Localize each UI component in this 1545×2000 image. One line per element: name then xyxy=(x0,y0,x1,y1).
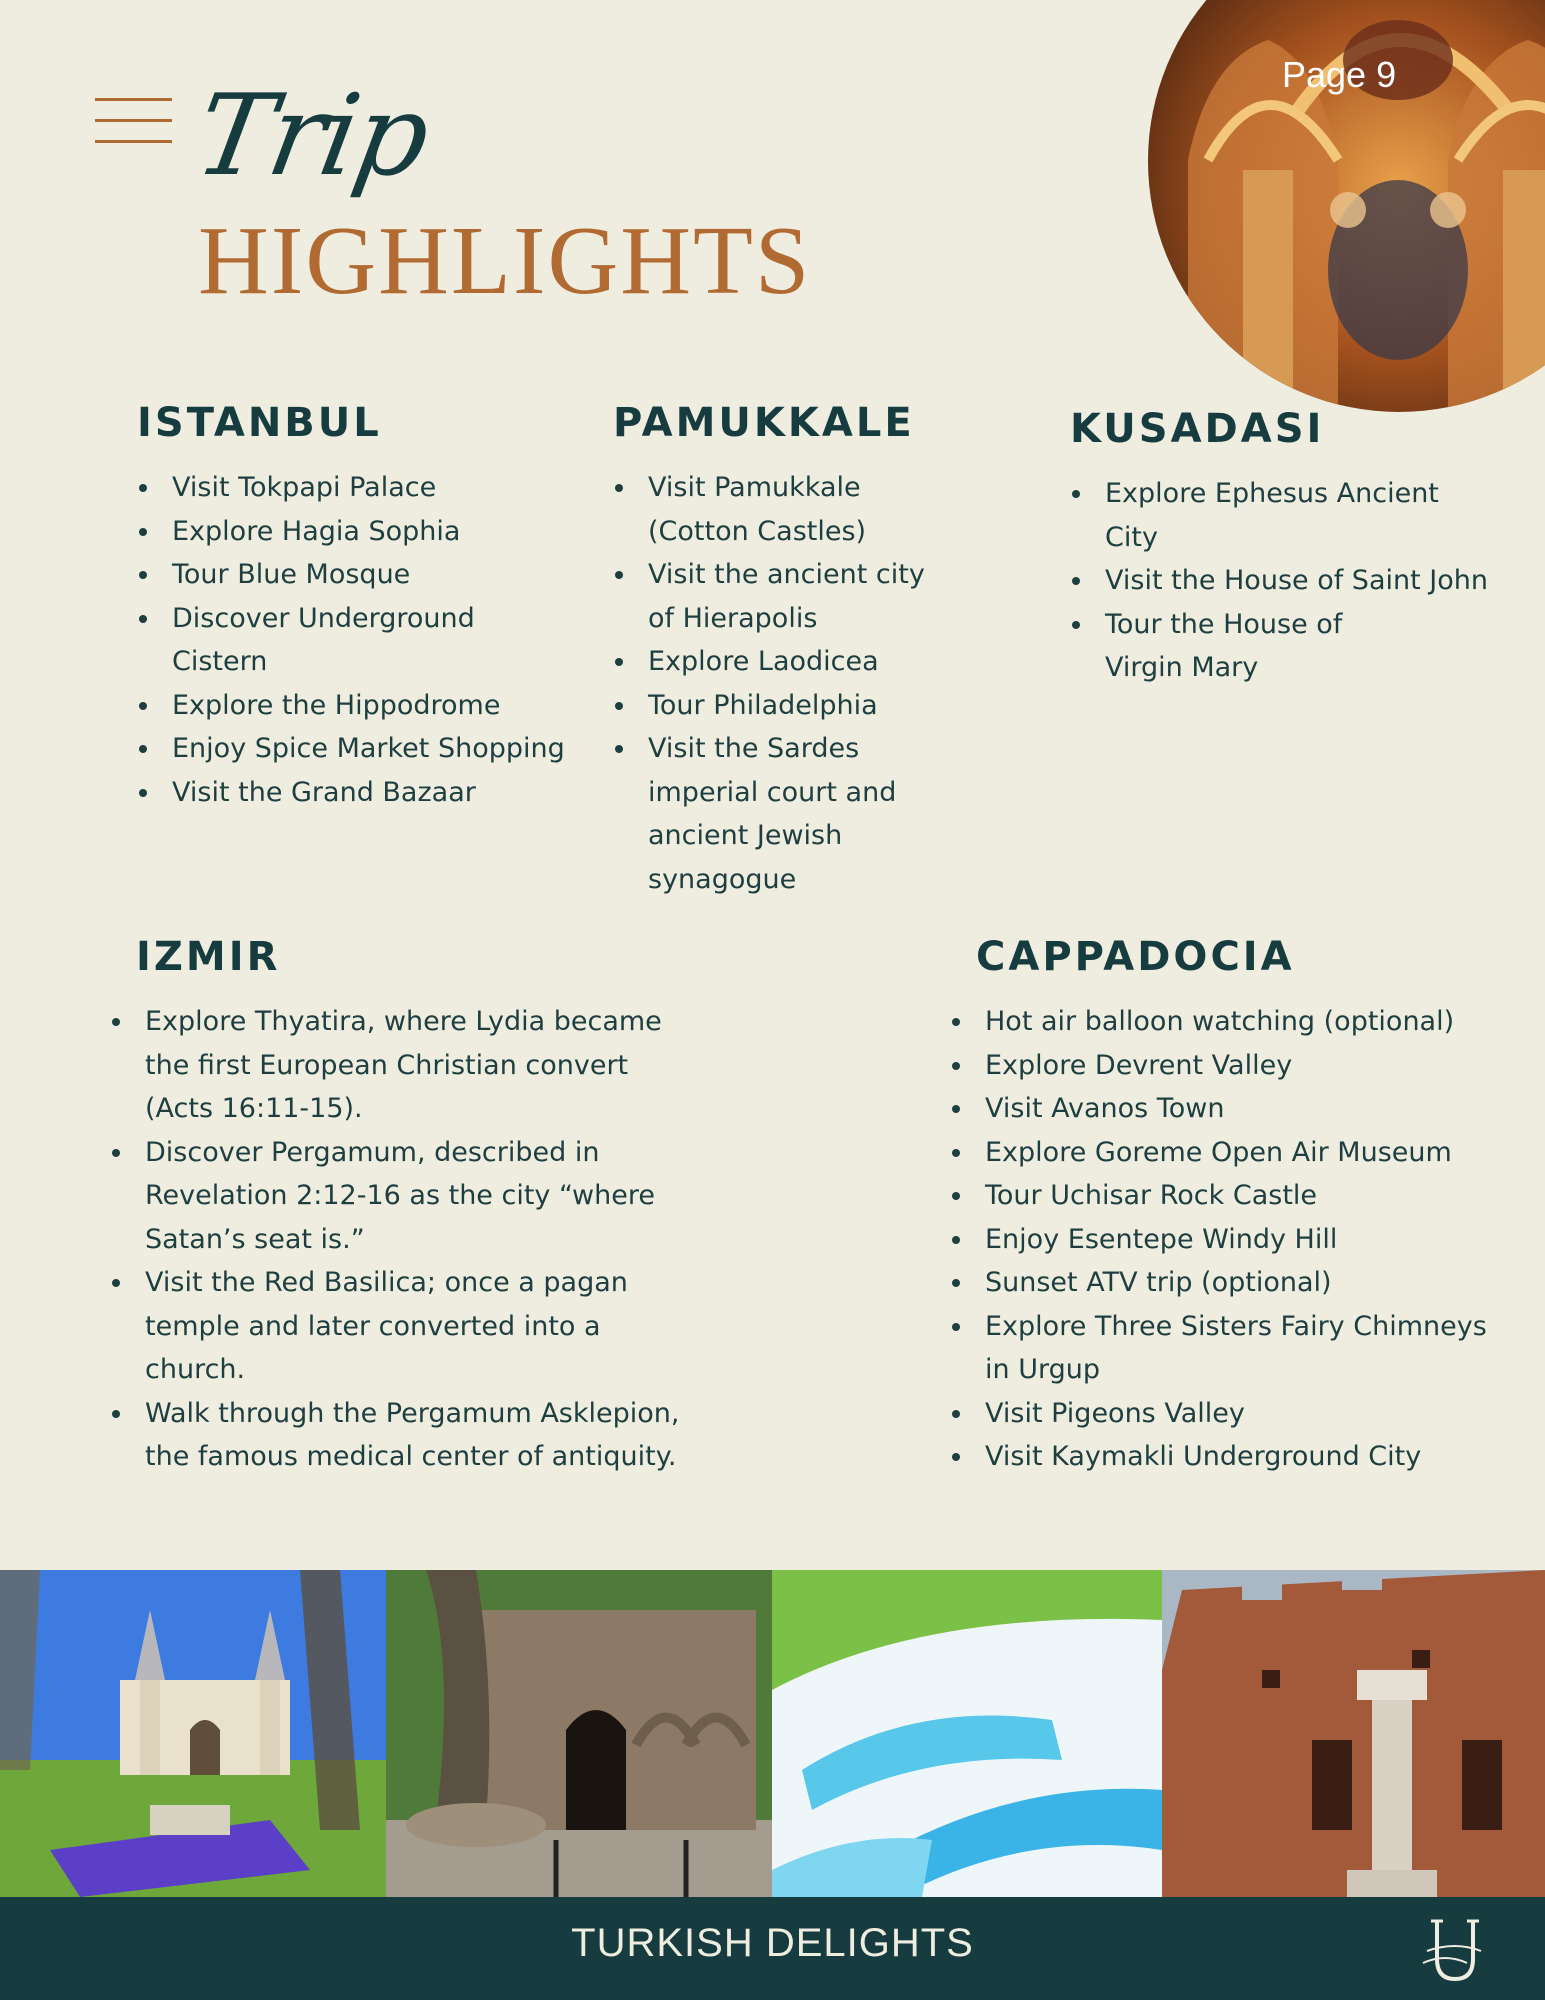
list-item: Visit the Grand Bazaar xyxy=(137,771,567,815)
list-item: Hot air balloon watching (optional) xyxy=(950,1000,1510,1044)
footer xyxy=(0,1897,1545,2000)
section-title: PAMUKKALE xyxy=(613,400,915,446)
list-item: Walk through the Pergamum Asklepion, the famous medical center of antiquity. xyxy=(110,1392,700,1479)
list-item: Explore Three Sisters Fairy Chimneys in Urgup xyxy=(950,1305,1510,1392)
red-basilica-photo xyxy=(1162,1570,1545,1897)
list-item: Explore Goreme Open Air Museum xyxy=(950,1131,1510,1175)
title-script: Trip xyxy=(186,71,438,201)
house-of-virgin-mary-photo xyxy=(386,1570,772,1897)
section-title: CAPPADOCIA xyxy=(976,934,1295,980)
section-title: KUSADASI xyxy=(1070,406,1325,452)
section-title: ISTANBUL xyxy=(137,400,382,446)
list-item: Sunset ATV trip (optional) xyxy=(950,1261,1510,1305)
pamukkale-terraces-photo xyxy=(772,1570,1162,1897)
list-item: Visit Tokpapi Palace xyxy=(137,466,567,510)
menu-icon[interactable] xyxy=(95,98,172,144)
section-pamukkale xyxy=(613,400,1013,901)
list-item: Visit Kaymakli Underground City xyxy=(950,1435,1510,1479)
list-item: Visit the House of Saint John xyxy=(1070,559,1490,603)
highlights-list xyxy=(137,466,567,814)
section-istanbul xyxy=(137,400,567,814)
highlights-list xyxy=(1070,472,1490,690)
section-kusadasi xyxy=(1070,406,1510,690)
list-item: Visit the Red Basilica; once a pagan temple and later converted into a church. xyxy=(110,1261,700,1392)
list-item: Visit Avanos Town xyxy=(950,1087,1510,1131)
photo-strip xyxy=(0,1570,1545,1897)
list-item: Explore Devrent Valley xyxy=(950,1044,1510,1088)
highlights-list xyxy=(950,1000,1510,1479)
highlights-list xyxy=(110,1000,700,1479)
list-item: Visit the ancient city of Hierapolis xyxy=(613,553,943,640)
list-item: Explore the Hippodrome xyxy=(137,684,567,728)
list-item: Tour Philadelphia xyxy=(613,684,943,728)
list-item: Explore Laodicea xyxy=(613,640,943,684)
list-item: Tour Blue Mosque xyxy=(137,553,567,597)
list-item: Discover Pergamum, described in Revelation 2:12-16 as the city “where Satan’s seat is.” xyxy=(110,1131,700,1262)
footer-title: TURKISH DELIGHTS xyxy=(571,1921,974,1965)
list-item: Visit Pamukkale (Cotton Castles) xyxy=(613,466,943,553)
section-izmir xyxy=(110,934,710,1479)
section-title: IZMIR xyxy=(136,934,281,980)
topkapi-palace-photo xyxy=(0,1570,386,1897)
highlights-list xyxy=(613,466,943,901)
list-item: Enjoy Esentepe Windy Hill xyxy=(950,1218,1510,1262)
list-item: Explore Thyatira, where Lydia became the first European Christian convert (Acts 16:11-15). xyxy=(110,1000,700,1131)
list-item: Explore Hagia Sophia xyxy=(137,510,567,554)
brand-logo-icon xyxy=(1415,1911,1485,1987)
section-cappadocia xyxy=(950,934,1510,1479)
page-title: HIGHLIGHTS xyxy=(198,207,812,315)
page-number: Page 9 xyxy=(1282,54,1397,95)
list-item: Visit the Sardes imperial court and ancient Jewish synagogue xyxy=(613,727,943,901)
list-item: Visit Pigeons Valley xyxy=(950,1392,1510,1436)
list-item: Discover Underground Cistern xyxy=(137,597,567,684)
list-item: Tour the House of Virgin Mary xyxy=(1070,603,1425,690)
list-item: Tour Uchisar Rock Castle xyxy=(950,1174,1510,1218)
list-item: Explore Ephesus Ancient City xyxy=(1070,472,1490,559)
list-item: Enjoy Spice Market Shopping xyxy=(137,727,567,771)
